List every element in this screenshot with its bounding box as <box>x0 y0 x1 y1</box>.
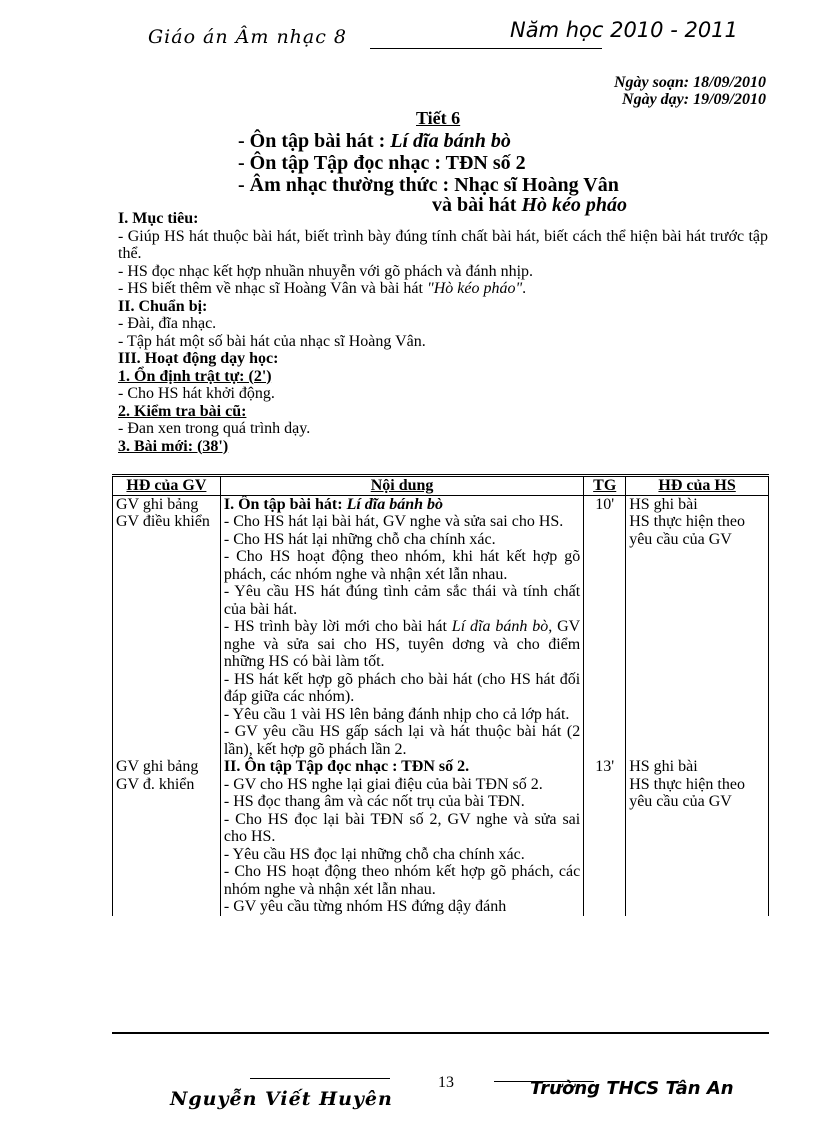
activity-2-label: 2. Kiểm tra bài cũ: <box>118 402 247 420</box>
row1-teacher: GV ghi bảng GV điều khiển <box>113 495 221 758</box>
title-line-1: - Ôn tập bài hát : Lí dĩa bánh bò <box>238 130 511 152</box>
section-objectives: I. Mục tiêu: <box>118 210 199 227</box>
row2-content: II. Ôn tập Tập đọc nhạc : TĐN số 2. - GV cho HS nghe lại giai điệu của bài TĐN số 2. - HS đọc thang âm và các nốt trụ của bài TĐN. - Cho HS đọc lại bài TĐN số 2, GV nghe và sửa sai cho HS. - Yêu cầu HS đọc lại những chỗ cha chính xác. - Cho HS hoạt động theo nhóm kết hợp gõ phách, các nhóm nghe và nhận xét lẫn nhau. - GV yêu cầu từng nhóm HS đứng dậy đánh <box>220 758 583 916</box>
objective-2: - HS đọc nhạc kết hợp nhuần nhuyễn với gõ phách và đánh nhịp. <box>118 262 534 280</box>
row1-student: HS ghi bài HS thực hiện theo yêu cầu của GV <box>626 495 769 758</box>
row1-time: 10' <box>584 495 626 758</box>
col-header-content: Nội dung <box>220 476 583 496</box>
table-row <box>113 495 769 758</box>
row2-student: HS ghi bài HS thực hiện theo yêu cầu của GV <box>626 758 769 916</box>
header-school-year: Năm học 2010 - 2011 <box>510 18 738 42</box>
title-line-2: - Ôn tập Tập đọc nhạc : TĐN số 2 <box>238 152 526 174</box>
activity-1-label: 1. Ổn định trật tự: (2') <box>118 367 272 385</box>
col-header-teacher: HĐ của GV <box>113 476 221 496</box>
activity-3-label: 3. Bài mới: (38') <box>118 437 229 455</box>
header-rule <box>370 48 602 49</box>
lesson-number: Tiết 6 <box>416 108 461 128</box>
table-header-row <box>113 476 769 496</box>
row1-content: I. Ôn tập bài hát: Lí dĩa bánh bò - Cho HS hát lại bài hát, GV nghe và sửa sai cho HS. - Cho HS hát lại những chỗ cha chính xác. - Cho HS hoạt động theo nhóm, khi hát kết hợp gõ phách, các nhóm nghe và nhận xét lẫn nhau. - Yêu cầu HS hát đúng tình cảm sắc thái và tính chất của bài hát. - HS trình bày lời mới cho bài hát Lí dĩa bánh bò, GV nghe và sửa sai cho HS, tuyên dơng và cho điểm những HS có bài làm tốt. - HS hát kết hợp gõ phách cho bài hát (cho HS hát đối đáp giữa các nhóm). - Yêu cầu 1 vài HS lên bảng đánh nhịp cho cả lớp hát. - GV yêu cầu HS gấp sách lại và hát thuộc bài hát (2 lần), kết hợp gõ phách lần 2. <box>220 495 583 758</box>
section-activities: III. Hoạt động dạy học: <box>118 350 279 367</box>
title-line-4: và bài hát Hò kéo pháo <box>432 194 628 216</box>
objective-1: - Giúp HS hát thuộc bài hát, biết trình bày đúng tính chất bài hát, biết cách thể hiện bài hát trước tập thể. <box>118 227 768 262</box>
prep-2: - Tập hát một số bài hát của nhạc sĩ Hoàng Vân. <box>118 332 426 350</box>
footer-author: Nguyễn Viết Huyên <box>170 1088 393 1110</box>
col-header-student: HĐ của HS <box>626 476 769 496</box>
header-subject: Giáo án Âm nhạc 8 <box>148 26 348 48</box>
row2-teacher: GV ghi bảng GV đ. khiển <box>113 758 221 916</box>
lesson-dates <box>614 74 766 108</box>
table-row <box>113 758 769 916</box>
row2-time: 13' <box>584 758 626 916</box>
section-preparation: II. Chuẩn bị: <box>118 297 208 315</box>
date-prepared: Ngày soạn: 18/09/2010 <box>614 74 766 91</box>
activity-1-text: - Cho HS hát khởi động. <box>118 385 275 402</box>
page-number: 13 <box>438 1074 454 1091</box>
objective-3: - HS biết thêm về nhạc sĩ Hoàng Vân và bài hát "Hò kéo pháo". <box>118 280 527 297</box>
lesson-plan-table <box>112 474 769 916</box>
date-taught: Ngày dạy: 19/09/2010 <box>622 91 766 108</box>
table-bottom-rule <box>112 1032 769 1034</box>
prep-1: - Đài, đĩa nhạc. <box>118 315 217 332</box>
activity-2-text: - Đan xen trong quá trình dạy. <box>118 420 311 437</box>
footer-rule-left <box>250 1078 390 1079</box>
title-line-3: - Âm nhạc thường thức : Nhạc sĩ Hoàng Vân <box>238 174 619 196</box>
lesson-body <box>118 210 768 455</box>
col-header-time: TG <box>584 476 626 496</box>
footer-school: Trường THCS Tân An <box>530 1078 734 1099</box>
